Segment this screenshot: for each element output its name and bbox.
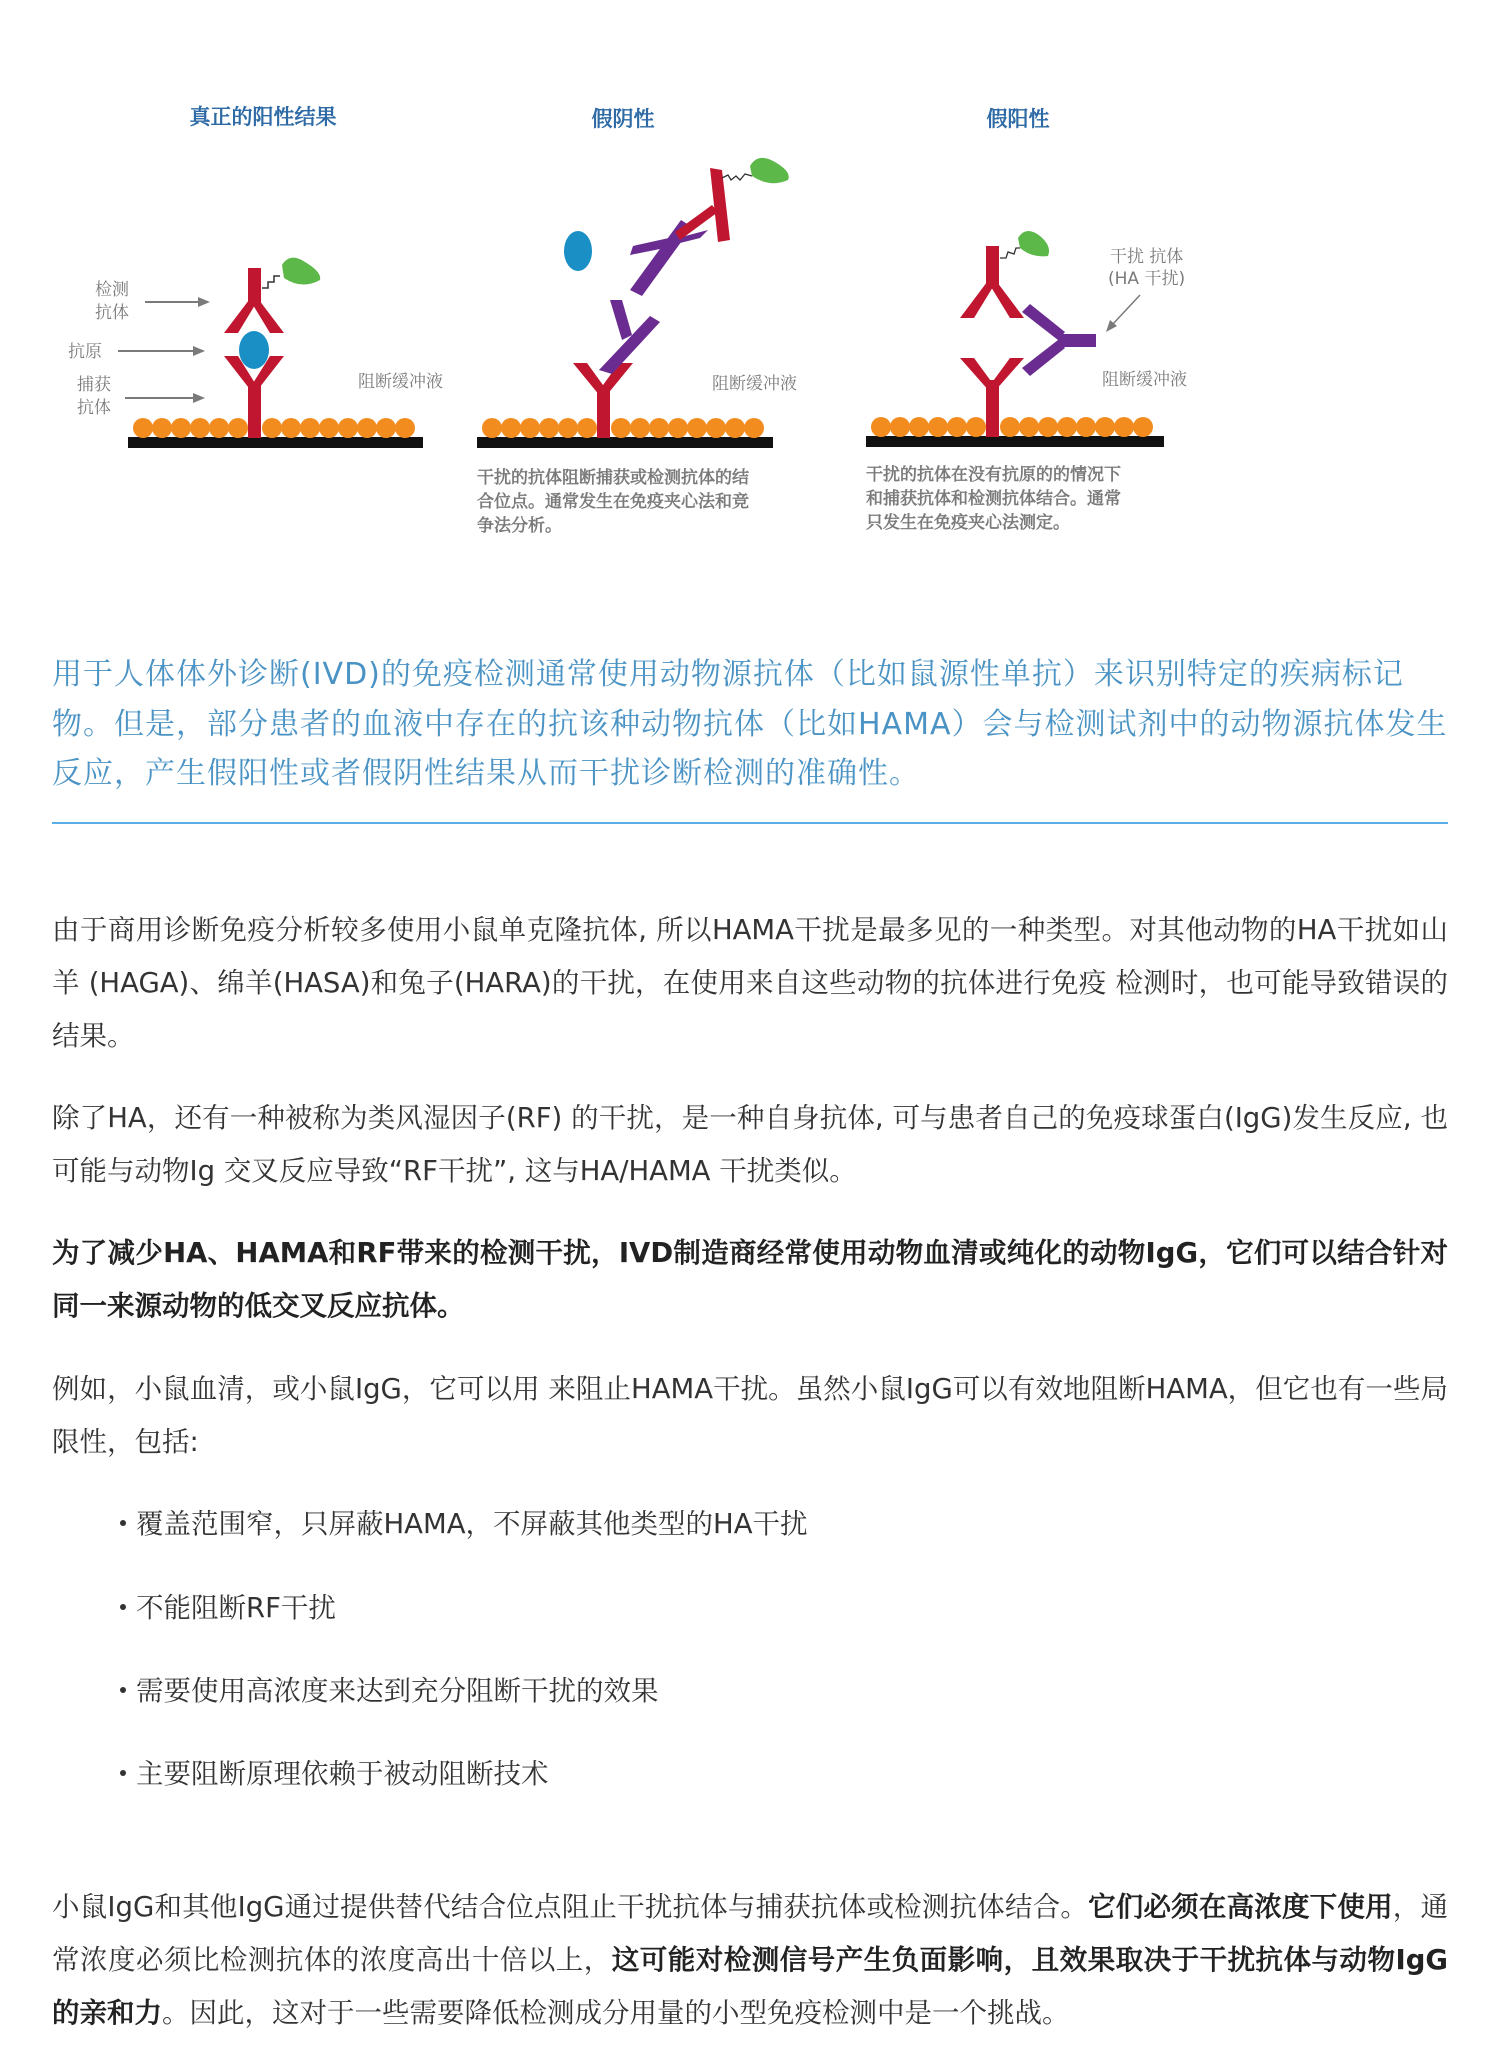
- panel-false-negative: [477, 107, 797, 536]
- panel-title-false-positive: 假阳性: [986, 107, 1050, 131]
- caption-line: 干扰的抗体阻断捕获或检测抗体的结: [477, 468, 749, 488]
- caption-line: 和捕获抗体和检测抗体结合。通常: [866, 489, 1121, 509]
- interfering-antibody-lower: [599, 300, 660, 374]
- list-item-text: 需要使用高浓度来达到充分阻断干扰的效果: [136, 1675, 659, 1707]
- arrow-head-icon: [193, 393, 205, 403]
- antigen-shape: [239, 331, 269, 369]
- bullet-icon: [120, 1604, 126, 1610]
- blocking-beads: [871, 417, 1153, 437]
- bullet-icon: [120, 1687, 126, 1693]
- blocking-beads: [482, 418, 764, 438]
- paragraph-hama-prevalence: 由于商用诊断免疫分析较多使用小鼠单克隆抗体, 所以HAMA干扰是最多见的一种类型。对其他动物的HA干扰如山羊 (HAGA)、绵羊(HASA)和兔子(HARA)的干扰，在使用来自这些动物的抗体进行免疫 检测时，也可能导致错误的结果。: [52, 914, 1448, 1052]
- label-antigen: 抗原: [68, 342, 102, 362]
- text-segment: 。因此，这对于一些需要降低检测成分用量的小型免疫检测中是一个挑战。: [162, 1997, 1070, 2029]
- list-item-text: 覆盖范围窄，只屏蔽HAMA，不屏蔽其他类型的HA干扰: [136, 1508, 808, 1540]
- text-segment: ，通常浓度必须比检测抗体的浓度高出十倍以上，: [52, 1891, 1448, 1976]
- interfering-antibody-upper: [630, 220, 708, 296]
- blocking-beads: [133, 418, 415, 438]
- label-capture-antibody: 捕获: [77, 375, 111, 395]
- label-capture-antibody-2: 抗体: [77, 398, 111, 418]
- paragraph-mouse-igg: 例如，小鼠血清，或小鼠IgG，它可以用 来阻止HAMA干扰。虽然小鼠IgG可以有效地阻断HAMA，但它也有一些局限性，包括:: [52, 1373, 1448, 1458]
- label-detection-antibody: 检测: [95, 280, 129, 300]
- arrow-interfering: [1112, 295, 1140, 325]
- enzyme-label: [750, 158, 789, 183]
- section-divider: [52, 822, 1448, 824]
- solid-surface: [477, 437, 773, 448]
- bullet-icon: [120, 1770, 126, 1776]
- free-antigen: [564, 231, 592, 271]
- paragraph-rf-interference: 除了HA，还有一种被称为类风湿因子(RF) 的干扰，是一种自身抗体, 可与患者自己的免疫球蛋白(IgG)发生反应, 也可能与动物Ig 交叉反应导致“RF干扰”, 这与HA/HAMA 干扰类似。: [52, 1102, 1448, 1187]
- paragraph-bold-reduction: 为了减少HA、HAMA和RF带来的检测干扰，IVD制造商经常使用动物血清或纯化的动物IgG，它们可以结合针对同一来源动物的低交叉反应抗体。: [52, 1237, 1448, 1322]
- intro-paragraph: 用于人体体外诊断(IVD)的免疫检测通常使用动物源抗体（比如鼠源性单抗）来识别特定的疾病标记物。但是，部分患者的血液中存在的抗该种动物抗体（比如HAMA）会与检测试剂中的动物源抗体发生反应，产生假阳性或者假阴性结果从而干扰诊断检测的准确性。: [52, 657, 1448, 791]
- bold-segment: 这可能对检测信号产生负面影响，且效果取决于干扰抗体与动物IgG的亲和力: [52, 1944, 1448, 2029]
- list-item-text: 不能阻断RF干扰: [136, 1592, 336, 1624]
- list-item: [120, 1500, 808, 1548]
- panel-title-false-negative: 假阴性: [591, 107, 655, 131]
- caption-line: 只发生在免疫夹心法测定。: [866, 513, 1070, 533]
- caption-line: 干扰的抗体在没有抗原的的情况下: [866, 465, 1121, 485]
- label-ha-interference: (HA 干扰): [1108, 269, 1186, 289]
- solid-surface: [866, 436, 1164, 447]
- detection-antibody: [224, 268, 284, 333]
- panel-title-true-positive: 真正的阳性结果: [189, 105, 337, 129]
- panel-false-positive: [866, 107, 1187, 533]
- interfering-antibody: [1022, 304, 1096, 376]
- text-segment: 小鼠IgG和其他IgG通过提供替代结合位点阻止干扰抗体与捕获抗体或检测抗体结合。: [52, 1891, 1089, 1923]
- detection-antibody: [675, 168, 730, 242]
- enzyme-label: [1018, 231, 1049, 256]
- list-item: [120, 1667, 659, 1715]
- panel-true-positive: [68, 105, 443, 448]
- bullet-icon: [120, 1520, 126, 1526]
- caption-line: 合位点。通常发生在免疫夹心法和竞: [477, 492, 749, 512]
- list-item-text: 主要阻断原理依赖于被动阻断技术: [136, 1758, 549, 1790]
- list-item: [120, 1750, 549, 1798]
- linker: [1000, 248, 1020, 258]
- label-blocking-buffer: 阻断缓冲液: [1102, 370, 1187, 390]
- linker: [722, 174, 752, 180]
- paragraph-mechanism: [52, 1881, 1448, 2040]
- figure-svg: [0, 0, 1499, 600]
- arrow-head-icon: [193, 346, 205, 356]
- detection-antibody: [960, 246, 1024, 318]
- enzyme-label: [282, 258, 320, 285]
- label-interfering-antibody: 干扰 抗体: [1110, 247, 1184, 267]
- linker: [262, 276, 280, 288]
- label-detection-antibody-2: 抗体: [95, 303, 129, 323]
- arrow-head-icon: [198, 297, 210, 307]
- list-item: [120, 1584, 336, 1632]
- solid-surface: [128, 437, 423, 448]
- immunoassay-interference-figure: [0, 0, 1499, 600]
- label-blocking-buffer: 阻断缓冲液: [712, 374, 797, 394]
- bold-segment: 它们必须在高浓度下使用: [1088, 1891, 1393, 1923]
- label-blocking-buffer: 阻断缓冲液: [358, 372, 443, 392]
- caption-line: 争法分析。: [477, 516, 562, 536]
